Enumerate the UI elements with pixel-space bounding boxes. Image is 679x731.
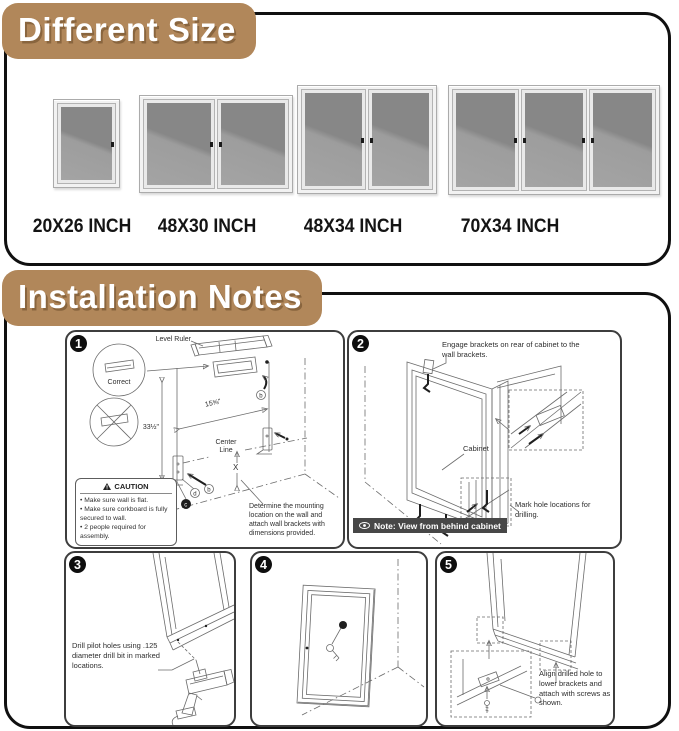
caution-item: • 2 people required for assembly. <box>80 523 172 541</box>
caution-item: • Make sure corkboard is fully secured to wall. <box>80 505 172 523</box>
cabinet-label: Cabinet <box>463 444 489 453</box>
cabinet-door <box>453 90 518 190</box>
svg-text:d: d <box>193 491 197 498</box>
install-step-4-panel <box>250 551 428 727</box>
door-lock <box>210 142 213 147</box>
step-5-note: Align drilled hole to lower brackets and attach with screws as shown. <box>539 669 611 708</box>
level-ruler-label: Level Ruler <box>155 336 191 343</box>
door-lock <box>111 142 114 147</box>
install-step-2-panel <box>347 330 622 549</box>
cabinet-door <box>590 90 655 190</box>
cabinet-70x34 <box>448 85 660 195</box>
x-dimension-label: X <box>233 463 239 472</box>
door-lock <box>591 138 594 143</box>
cabinet-48x30 <box>139 95 293 193</box>
different-size-title: Different Size <box>2 3 256 59</box>
size-label-48x30: 48X30 INCH <box>157 215 257 237</box>
install-step-5-panel <box>435 551 615 727</box>
cabinet-door <box>522 90 587 190</box>
step-1-number-badge: 1 <box>70 335 87 352</box>
step-2-number-badge: 2 <box>352 335 369 352</box>
door-lock <box>514 138 517 143</box>
correct-label: Correct <box>107 379 131 386</box>
cabinet-door <box>58 104 115 183</box>
horizontal-dimension-label: 15⅝" <box>204 398 222 409</box>
view-note-badge: Note: View from behind cabinet <box>353 518 507 533</box>
engage-brackets-label: Engage brackets on rear of cabinet to the wall brackets. <box>442 340 580 359</box>
install-step-3-panel <box>64 551 236 727</box>
cabinet-20x26 <box>53 99 120 188</box>
caution-box <box>75 478 177 546</box>
step-5-number-badge: 5 <box>440 556 457 573</box>
door-lock <box>219 142 222 147</box>
door-lock <box>361 138 364 143</box>
door-lock <box>523 138 526 143</box>
size-label-70x34: 70X34 INCH <box>460 215 560 237</box>
cabinet-door <box>369 90 432 189</box>
size-label-48x34: 48X34 INCH <box>303 215 403 237</box>
door-lock <box>370 138 373 143</box>
caution-item: • Make sure wall is flat. <box>80 496 172 505</box>
install-step-1-panel <box>65 330 345 549</box>
step-4-number-badge: 4 <box>255 556 272 573</box>
center-line-label: Center Line <box>215 439 237 455</box>
size-label-20x26: 20X26 INCH <box>32 215 132 237</box>
step-3-diagram-art <box>66 553 234 725</box>
step-1-note: Determine the mounting location on the wall and attach wall brackets with dimensions provided. <box>249 503 325 538</box>
installation-notes-title: Installation Notes <box>2 270 322 326</box>
eye-icon <box>359 522 370 529</box>
cabinet-48x34 <box>297 85 437 194</box>
door-lock <box>582 138 585 143</box>
vertical-dimension-label: 33½" <box>142 424 159 431</box>
step-4-diagram-art <box>252 553 426 725</box>
step-3-number-badge: 3 <box>69 556 86 573</box>
svg-text:b: b <box>259 393 263 400</box>
cabinet-door <box>144 100 214 188</box>
svg-text:c: c <box>184 502 188 509</box>
svg-text:b: b <box>207 487 211 494</box>
step-3-note: Drill pilot holes using .125 diameter drill bit in marked locations. <box>72 641 160 670</box>
mark-holes-label: Mark hole locations for drilling. <box>515 500 591 519</box>
warning-icon <box>103 483 111 490</box>
caution-title: CAUTION <box>80 482 172 494</box>
cabinet-door <box>218 100 288 188</box>
cabinet-door <box>302 90 365 189</box>
